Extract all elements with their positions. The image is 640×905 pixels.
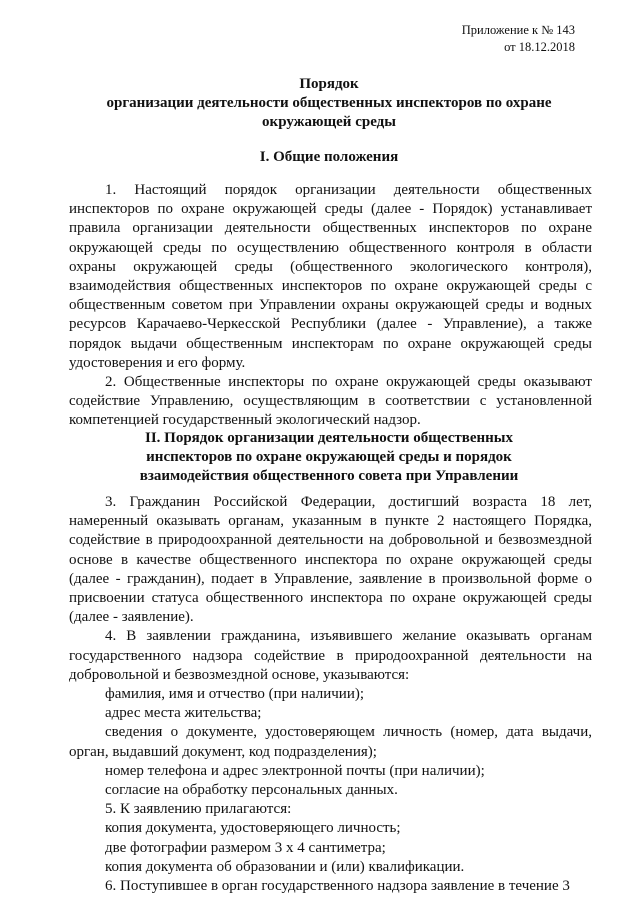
paragraph-4: 4. В заявлении гражданина, изъявившего желание оказывать органам государственного надзора содействие в природоохранной деятельности на добровольной и безвозмездной основе, указываются: <box>69 628 592 683</box>
appendix-number: Приложение к № 143 <box>461 23 575 37</box>
section-2-heading-line-1: II. Порядок организации деятельности общественных <box>144 430 513 446</box>
list-item-address: адрес места жительства; <box>105 705 262 722</box>
list-item-full-name: фамилия, имя и отчество (при наличии); <box>105 686 365 703</box>
appendix-date: от 18.12.2018 <box>504 40 575 54</box>
list-item-contacts: номер телефона и адрес электронной почты (при наличии); <box>105 762 485 779</box>
section-2-heading <box>70 429 588 486</box>
list-item-consent: согласие на обработку персональных данных. <box>105 782 398 799</box>
list-item-id-copy: копия документа, удостоверяющего личность; <box>105 820 401 837</box>
section-2-heading-line-3: взаимодействия общественного совета при Управлении <box>139 468 519 484</box>
paragraph-1: 1. Настоящий порядок организации деятельности общественных инспекторов по охране окружающей среды (далее - Порядок) устанавливает правила организации деятельности общественных инспекторов по охране окружающей среды по осуществлению общественного контроля в области охраны окружающей среды (общественного экологического контроля), взаимодействия общественных инспекторов по охране окружающей среды с общественным советом при Управлении охраны окружающей среды и водных ресурсов Карачаево-Черкесской Республики (далее - Управление), а также порядок выдачи общественным инспекторам по охране окружающей среды удостоверения и его форму. <box>69 182 592 371</box>
list-item-id-document: сведения о документе, удостоверяющем личность (номер, дата выдачи, орган, выдавший документ, код подразделения); <box>69 724 592 760</box>
section-1-body <box>69 181 592 431</box>
title-line-2: организации деятельности общественных инспекторов по охране <box>106 95 552 111</box>
paragraph-6: 6. Поступившее в орган государственного надзора заявление в течение 3 <box>105 878 570 895</box>
section-2-body <box>69 493 592 896</box>
title-line-1: Порядок <box>299 76 359 92</box>
paragraph-5: 5. К заявлению прилагаются: <box>105 801 292 818</box>
list-item-education-copy: копия документа об образовании и (или) квалификации. <box>105 858 465 875</box>
appendix-note <box>462 22 575 56</box>
paragraph-3: 3. Гражданин Российской Федерации, достигший возраста 18 лет, намеренный оказывать органам, указанным в пункте 2 настоящего Порядка, содействие в природоохранной деятельности на добровольной и безвозмездной основе в качестве общественного инспектора по охране окружающей среды (далее - гражданин), подает в Управление, заявление в произвольной форме о присвоении статуса общественного инспектора по охране окружающей среды (далее - заявление). <box>69 494 592 626</box>
list-item-photos: две фотографии размером 3 х 4 сантиметра; <box>105 839 386 856</box>
document-title <box>70 75 588 132</box>
section-1-heading: I. Общие положения <box>259 149 399 165</box>
section-2-heading-line-2: инспекторов по охране окружающей среды и порядок <box>146 449 512 465</box>
title-line-3: окружающей среды <box>262 114 396 130</box>
paragraph-2: 2. Общественные инспекторы по охране окружающей среды оказывают содействие Управлению, осуществляющим в соответствии с установленной компетенцией государственный экологический надзор. <box>69 374 592 429</box>
